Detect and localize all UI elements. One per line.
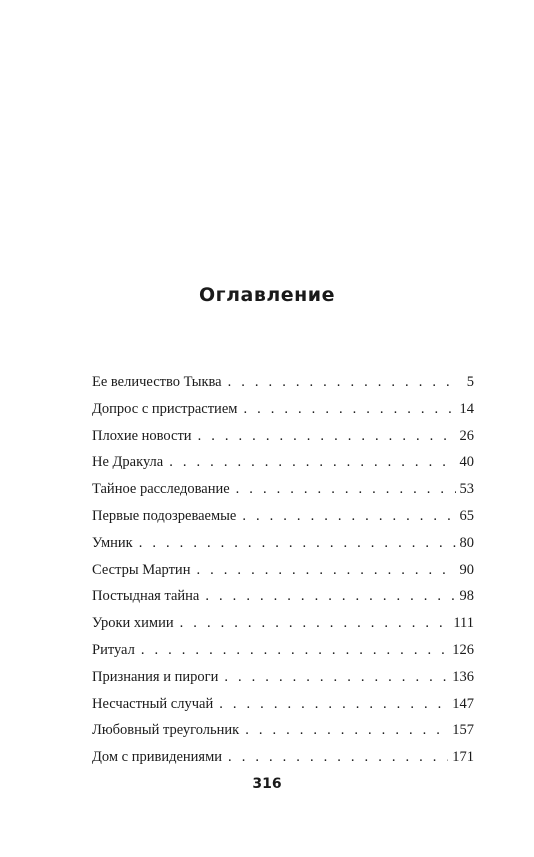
- toc-entry: [92, 562, 474, 589]
- toc-entry-title: Тайное расследование: [92, 481, 230, 498]
- toc-leader-dots: [141, 642, 448, 659]
- toc-entry-title: Допрос с пристрастием: [92, 400, 238, 417]
- toc-entry-page: 136: [452, 668, 474, 685]
- toc-entry: [92, 374, 474, 401]
- toc-entry-title: Ее величество Тыква: [92, 374, 222, 390]
- toc-entry-page: 90: [459, 561, 474, 578]
- toc-leader-dots: [245, 722, 448, 739]
- page-title: Оглавление: [199, 284, 335, 306]
- toc-entry: [92, 535, 474, 562]
- toc-leader-dots: [198, 428, 456, 445]
- toc-entry-title: Уроки химии: [92, 615, 174, 632]
- toc-leader-dots: [139, 535, 456, 552]
- toc-entry-title: Сестры Мартин: [92, 561, 191, 578]
- toc-entry-page: 14: [459, 400, 474, 417]
- toc-leader-dots: [169, 454, 455, 471]
- toc-entry: [92, 428, 474, 455]
- toc-entry-title: Постыдная тайна: [92, 588, 200, 605]
- toc-leader-dots: [205, 588, 455, 605]
- toc-leader-dots: [228, 374, 456, 391]
- toc-entry: [92, 749, 474, 776]
- toc-entry: [92, 696, 474, 723]
- toc-entry-page: 171: [452, 749, 474, 766]
- toc-entry-page: 111: [453, 615, 474, 632]
- toc-entry-page: 80: [459, 534, 474, 551]
- toc-leader-dots: [180, 615, 450, 632]
- toc-entry: [92, 588, 474, 615]
- toc-entry-page: 157: [452, 722, 474, 739]
- toc-leader-dots: [196, 562, 455, 579]
- toc-leader-dots: [242, 508, 455, 525]
- toc-entry: [92, 669, 474, 696]
- table-of-contents: [92, 374, 474, 776]
- toc-leader-dots: [228, 749, 448, 766]
- toc-entry-title: Любовный треугольник: [92, 722, 240, 739]
- toc-entry: [92, 615, 474, 642]
- toc-entry: [92, 722, 474, 749]
- toc-entry-page: 147: [452, 695, 474, 712]
- toc-entry-title: Признания и пироги: [92, 668, 219, 685]
- page-number: 316: [252, 776, 282, 792]
- toc-leader-dots: [224, 669, 448, 686]
- toc-leader-dots: [243, 401, 455, 418]
- toc-entry-page: 126: [452, 641, 474, 658]
- toc-entry: [92, 454, 474, 481]
- toc-leader-dots: [236, 481, 456, 498]
- toc-entry: [92, 508, 474, 535]
- toc-entry-title: Умник: [92, 534, 133, 551]
- toc-entry-title: Дом с привидениями: [92, 749, 223, 766]
- toc-entry-page: 98: [459, 588, 474, 605]
- toc-entry-page: 53: [459, 481, 474, 498]
- toc-leader-dots: [219, 696, 448, 713]
- toc-entry-title: Плохие новости: [92, 427, 192, 444]
- toc-entry-title: Не Дракула: [92, 454, 164, 471]
- toc-entry-title: Несчастный случай: [92, 695, 214, 712]
- toc-entry-title: Ритуал: [92, 641, 135, 658]
- toc-entry-page: 65: [459, 507, 474, 524]
- toc-entry: [92, 481, 474, 508]
- toc-entry: [92, 401, 474, 428]
- toc-entry-title: Первые подозреваемые: [92, 507, 237, 524]
- toc-entry-page: 40: [459, 454, 474, 471]
- toc-entry-page: 5: [466, 374, 474, 390]
- toc-entry-page: 26: [459, 427, 474, 444]
- toc-entry: [92, 642, 474, 669]
